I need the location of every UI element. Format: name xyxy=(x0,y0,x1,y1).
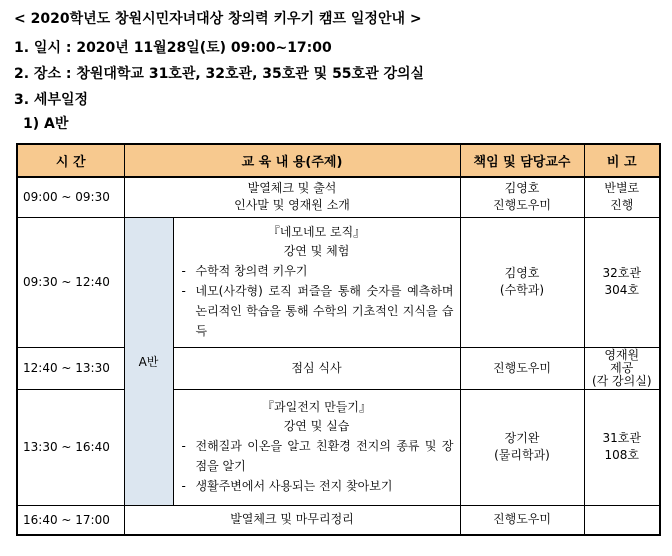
content-cell xyxy=(124,177,460,217)
responsible-line: 김영호 xyxy=(504,266,540,280)
header-note: 비 고 xyxy=(584,144,660,177)
responsible-line: 진행도우미 xyxy=(493,512,551,527)
content-cell xyxy=(124,505,460,535)
table-row xyxy=(17,505,660,535)
table-row xyxy=(17,389,660,505)
table-row xyxy=(17,217,660,347)
time-cell: 09:30 ~ 12:40 xyxy=(17,217,124,347)
time-cell: 09:00 ~ 09:30 xyxy=(17,177,124,217)
responsible-cell xyxy=(460,217,584,347)
list-item xyxy=(182,436,454,476)
note-line: 반별로 xyxy=(604,181,640,196)
bullet-mark: - xyxy=(181,284,186,298)
detail-heading: 3. 세부일정 xyxy=(14,92,89,108)
table-row xyxy=(17,177,660,217)
note-line: 304호 xyxy=(604,283,639,297)
item-text: 전해질과 이온을 알고 친환경 전지의 종류 및 장점을 알기 xyxy=(195,439,454,473)
note-line: 32호관 xyxy=(602,266,641,280)
topic-items xyxy=(174,436,460,496)
header-time: 시 간 xyxy=(17,144,124,177)
note-line: 영재원 xyxy=(604,347,640,362)
list-item xyxy=(182,281,454,341)
responsible-line: (수학과) xyxy=(499,283,545,297)
responsible-cell xyxy=(460,389,584,505)
note-line: 진행 xyxy=(610,198,634,213)
responsible-cell xyxy=(460,347,584,389)
bullet-mark: - xyxy=(181,264,186,278)
group-cell: A반 xyxy=(124,217,173,505)
bullet-mark: - xyxy=(181,479,186,493)
responsible-line: 진행도우미 xyxy=(493,360,551,375)
note-line: 제공 xyxy=(610,360,634,375)
note-cell xyxy=(584,217,660,347)
list-item xyxy=(182,261,454,281)
topic-subtitle: 강연 및 실습 xyxy=(283,419,350,433)
bullet-mark: - xyxy=(181,439,186,453)
page-title: < 2020학년도 창원시민자녀대상 창의력 키우기 캠프 일정안내 > xyxy=(14,11,422,27)
time-cell: 13:30 ~ 16:40 xyxy=(17,389,124,505)
item-text: 네모(사각형) 로직 퍼즐을 통해 숫자를 예측하며 논리적인 학습을 통해 수학의 기초적인 지식을 습득 xyxy=(195,284,454,338)
content-cell xyxy=(173,389,460,505)
topic-items xyxy=(174,261,460,341)
note-cell xyxy=(584,389,660,505)
responsible-line: 진행도우미 xyxy=(493,198,551,213)
header-responsible: 책임 및 담당교수 xyxy=(460,144,584,177)
topic-title: 『과일전지 만들기』 xyxy=(262,400,371,414)
topic-subtitle: 강연 및 체험 xyxy=(283,244,350,258)
note-cell xyxy=(584,505,660,535)
date-info: 1. 일시 : 2020년 11월28일(토) 09:00~17:00 xyxy=(14,40,332,56)
header-content: 교 육 내 용(주제) xyxy=(124,144,460,177)
topic-title: 『네모네모 로직』 xyxy=(267,225,366,239)
note-cell xyxy=(584,347,660,389)
content-cell xyxy=(173,347,460,389)
time-cell: 12:40 ~ 13:30 xyxy=(17,347,124,389)
note-line: 108호 xyxy=(604,448,639,462)
responsible-line: 장기완 xyxy=(504,431,540,445)
item-text: 생활주변에서 사용되는 전지 찾아보기 xyxy=(195,479,393,493)
responsible-line: (물리학과) xyxy=(494,448,550,462)
content-line: 발열체크 및 출석 xyxy=(247,181,337,196)
item-text: 수학적 창의력 키우기 xyxy=(195,264,308,278)
content-cell xyxy=(173,217,460,347)
content-line: 점심 식사 xyxy=(291,360,342,375)
place-info: 2. 장소 : 창원대학교 31호관, 32호관, 35호관 및 55호관 강의실 xyxy=(14,66,425,82)
responsible-cell xyxy=(460,505,584,535)
responsible-cell xyxy=(460,177,584,217)
note-line: (각 강의실) xyxy=(591,373,652,388)
table-header-row xyxy=(17,144,660,177)
list-item xyxy=(182,476,454,496)
note-cell xyxy=(584,177,660,217)
content-line: 인사말 및 영재원 소개 xyxy=(234,198,350,213)
content-line: 발열체크 및 마무리정리 xyxy=(230,512,354,527)
schedule-table xyxy=(16,143,661,536)
note-line: 31호관 xyxy=(602,431,641,445)
responsible-line: 김영호 xyxy=(504,181,540,196)
table-row xyxy=(17,347,660,389)
time-cell: 16:40 ~ 17:00 xyxy=(17,505,124,535)
group-heading: 1) A반 xyxy=(23,116,69,132)
